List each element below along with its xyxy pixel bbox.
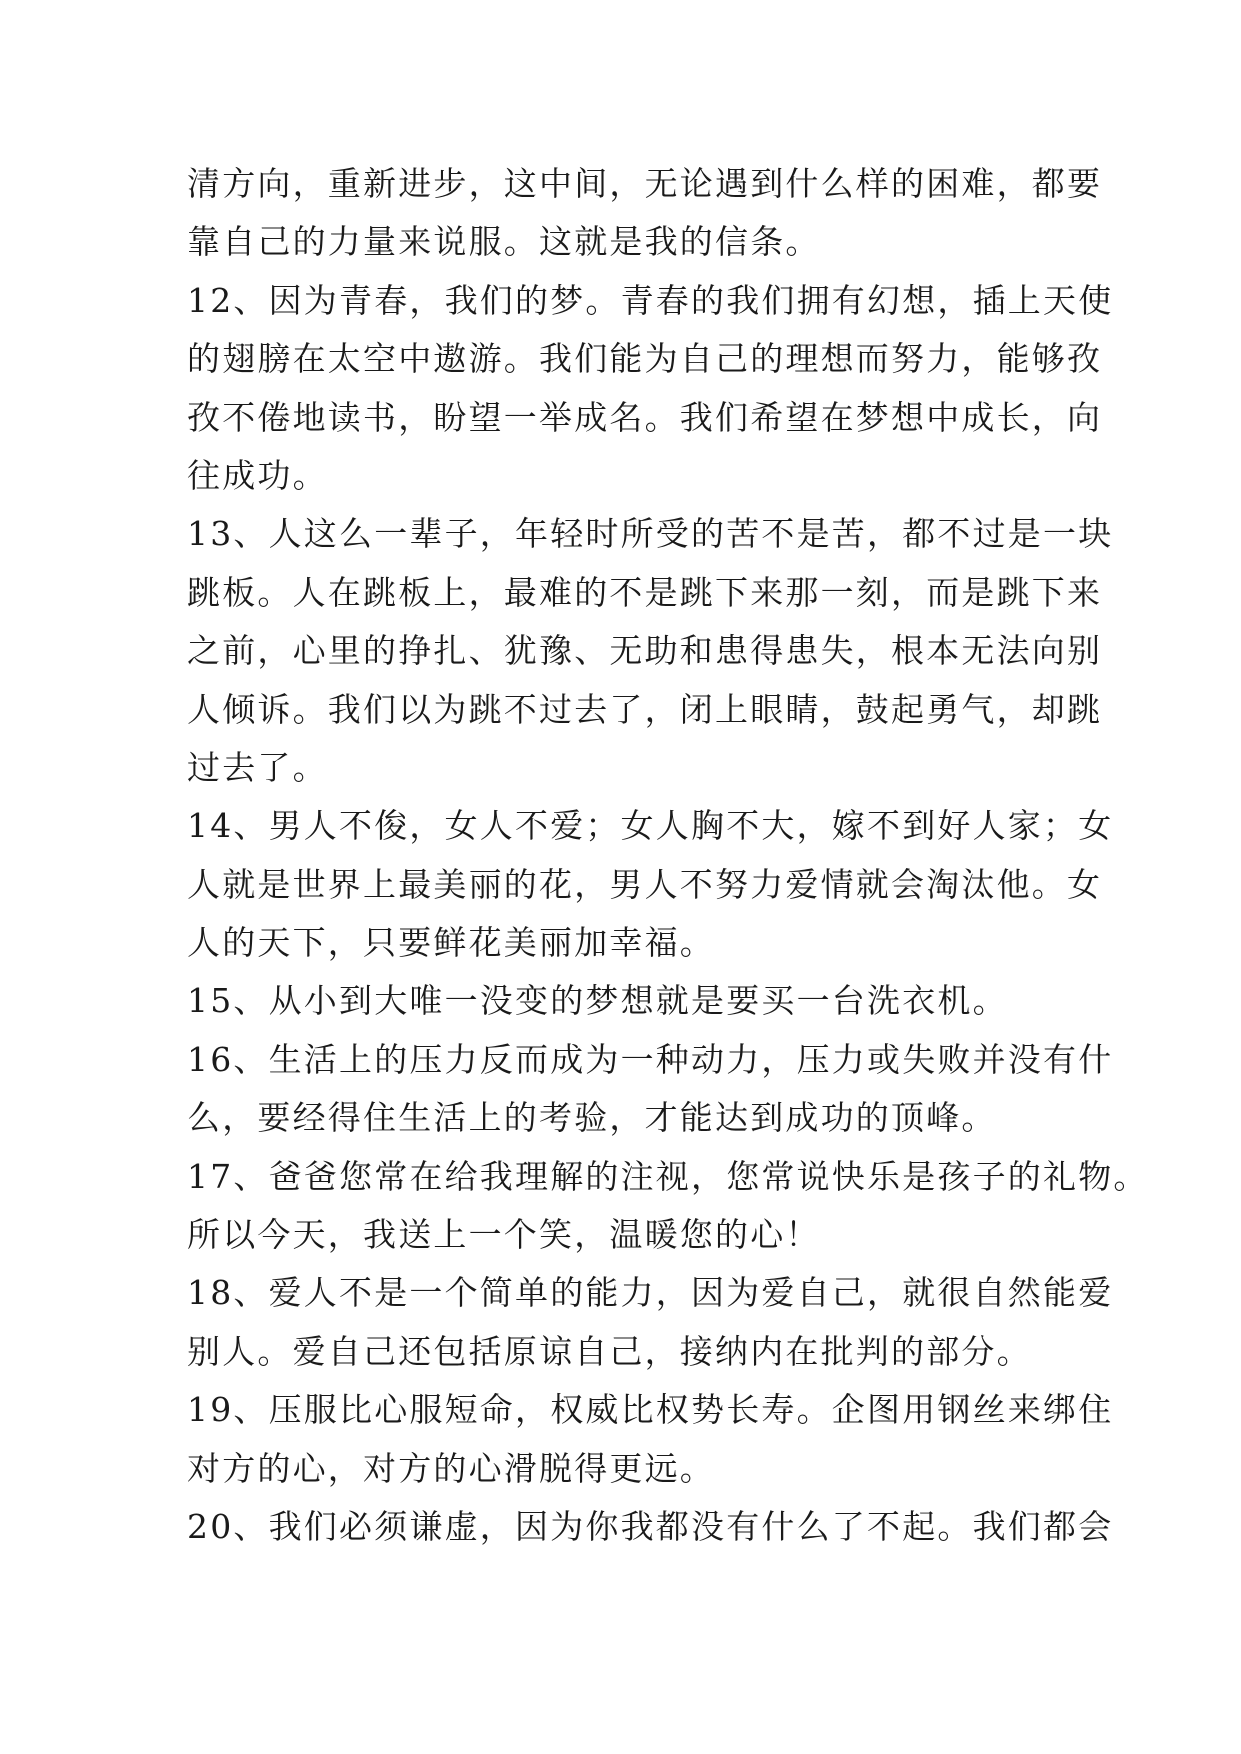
text-line: 过去了。 [187,747,328,787]
text-line: 12、因为青春，我们的梦。青春的我们拥有幻想，插上天使 [187,280,1114,320]
text-line: 么，要经得住生活上的考验，才能达到成功的顶峰。 [187,1098,997,1138]
text-line: 18、爱人不是一个简单的能力，因为爱自己，就很自然能爱 [187,1273,1114,1313]
text-line: 15、从小到大唯一没变的梦想就是要买一台洗衣机。 [187,981,1008,1021]
text-line: 孜不倦地读书，盼望一举成名。我们希望在梦想中成长，向 [187,397,1103,437]
text-line: 14、男人不俊，女人不爱；女人胸不大，嫁不到好人家；女 [187,806,1114,846]
text-line: 人的天下，只要鲜花美丽加幸福。 [187,923,715,963]
text-line: 17、爸爸您常在给我理解的注视，您常说快乐是孩子的礼物。 [187,1156,1149,1196]
text-line: 之前，心里的挣扎、犹豫、无助和患得患失，根本无法向别 [187,631,1103,671]
text-line: 20、我们必须谦虚，因为你我都没有什么了不起。我们都会 [187,1506,1114,1546]
text-line: 对方的心，对方的心滑脱得更远。 [187,1448,715,1488]
text-line: 人就是世界上最美丽的花，男人不努力爱情就会淘汰他。女 [187,864,1103,904]
text-line: 往成功。 [187,455,328,495]
text-line: 13、人这么一辈子，年轻时所受的苦不是苦，都不过是一块 [187,514,1114,554]
text-line: 19、压服比心服短命，权威比权势长寿。企图用钢丝来绑住 [187,1390,1114,1430]
text-line: 别人。爱自己还包括原谅自己，接纳内在批判的部分。 [187,1331,1032,1371]
text-line: 清方向，重新进步，这中间，无论遇到什么样的困难，都要 [187,164,1103,203]
text-line: 的翅膀在太空中遨游。我们能为自己的理想而努力，能够孜 [187,339,1103,379]
text-line: 跳板。人在跳板上，最难的不是跳下来那一刻，而是跳下来 [187,572,1103,612]
text-line: 人倾诉。我们以为跳不过去了，闭上眼睛，鼓起勇气，却跳 [187,689,1103,729]
text-line: 所以今天，我送上一个笑，温暖您的心！ [187,1215,821,1255]
text-line: 16、生活上的压力反而成为一种动力，压力或失败并没有什 [187,1039,1114,1079]
text-line: 靠自己的力量来说服。这就是我的信条。 [187,222,821,262]
document-body [187,155,1149,1556]
